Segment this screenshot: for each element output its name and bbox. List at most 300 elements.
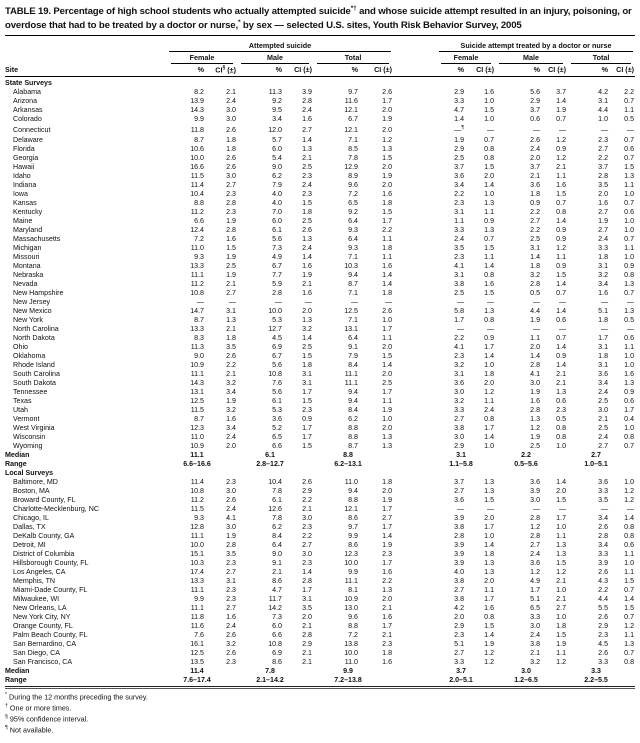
column-gap xyxy=(393,88,437,97)
value-cell: 6.0 xyxy=(272,621,282,630)
value-cell: 7.9 xyxy=(272,180,282,189)
value-cell: 3.0 xyxy=(226,171,236,180)
value-cell: 2.7 xyxy=(598,144,609,153)
value-cell: 1.4 xyxy=(484,540,495,549)
column-gap xyxy=(393,388,437,397)
value-cell: 2.7 xyxy=(530,540,541,549)
value-cell: 1.2 xyxy=(556,153,567,162)
value-cell: 1.7 xyxy=(302,387,312,396)
value-cell: 13.9 xyxy=(190,97,204,106)
column-gap xyxy=(393,370,437,379)
value-cell: 11.6 xyxy=(190,621,204,630)
value-cell: 2.0 xyxy=(382,594,393,603)
value-cell: 9.4 xyxy=(348,486,358,495)
value-cell: 0.9 xyxy=(556,144,567,153)
value-cell: 2.6 xyxy=(382,88,393,97)
column-gap xyxy=(393,424,437,433)
value-cell: 1.9 xyxy=(530,387,541,396)
ci-footnote-marker: § xyxy=(222,64,226,71)
value-cell: 3.4 xyxy=(598,378,609,387)
table-row xyxy=(5,640,635,649)
value-cell: 2.3 xyxy=(382,549,393,558)
footnote-marker: § xyxy=(5,714,8,721)
value-cell: 1.8 xyxy=(598,315,609,324)
group-header-attempted: Attempted suicide xyxy=(167,35,393,52)
value-cell: — xyxy=(626,324,635,333)
value-cell: 10.0 xyxy=(268,306,282,315)
value-cell: 1.9 xyxy=(530,432,541,441)
value-cell: 2.7 xyxy=(454,585,465,594)
value-cell: 1.1 xyxy=(624,180,635,189)
value-cell: 3.1 xyxy=(226,306,236,315)
value-cell: 9.9 xyxy=(343,666,353,675)
value-cell: — xyxy=(456,297,465,306)
value-cell: 6.2 xyxy=(272,522,282,531)
title-text: by sex — selected U.S. sites, Youth Risk Behavior Survey, 2005 xyxy=(240,20,522,32)
value-cell: 4.2 xyxy=(598,88,609,97)
value-cell: 3.3 xyxy=(530,612,541,621)
column-gap xyxy=(393,343,437,352)
value-cell: 11.0 xyxy=(190,432,204,441)
value-cell: 2.5 xyxy=(598,423,609,432)
value-cell: 5.3 xyxy=(272,405,282,414)
column-gap xyxy=(393,397,437,406)
site-cell: New Hampshire xyxy=(13,288,64,297)
value-cell: 11.3 xyxy=(268,88,282,97)
value-cell: 12.5 xyxy=(190,648,204,657)
value-cell: 9.0 xyxy=(272,162,282,171)
value-cell: 2.1 xyxy=(302,504,312,513)
section-label: State Surveys xyxy=(5,79,52,88)
value-cell: 1.2 xyxy=(530,567,541,576)
value-cell: 3.6 xyxy=(530,180,541,189)
value-cell: 1.4 xyxy=(484,432,495,441)
value-cell: 2.6 xyxy=(226,153,236,162)
value-cell: 0.7 xyxy=(624,153,635,162)
table-row xyxy=(5,199,635,208)
value-cell: 2.5 xyxy=(382,378,393,387)
value-cell: 1.0 xyxy=(624,225,635,234)
value-cell: 12.6 xyxy=(268,504,282,513)
value-cell: 1.8 xyxy=(382,477,393,486)
value-cell: 1.0–5.1 xyxy=(584,459,608,468)
value-cell: 7.2 xyxy=(194,234,204,243)
title-text: TABLE 19. Percentage of high school students who actually attempted suicide xyxy=(5,6,351,18)
value-cell: 0.6 xyxy=(624,333,635,342)
value-cell: 12.1 xyxy=(344,125,358,134)
value-cell: 3.7 xyxy=(454,477,465,486)
value-cell: 3.1 xyxy=(456,450,466,459)
site-cell: Georgia xyxy=(13,153,39,162)
value-cell: 1.6 xyxy=(302,288,312,297)
table-row xyxy=(5,514,635,523)
site-cell: Delaware xyxy=(13,135,43,144)
value-cell: 1.3 xyxy=(624,171,635,180)
value-cell: 5.6 xyxy=(272,234,282,243)
value-cell: 8.7 xyxy=(194,135,204,144)
value-cell: — xyxy=(456,324,465,333)
site-cell: Kansas xyxy=(13,198,37,207)
value-cell: 4.1 xyxy=(454,261,465,270)
value-cell: 2.4 xyxy=(226,504,236,513)
site-cell: DeKalb County, GA xyxy=(13,531,75,540)
value-cell: 1.3 xyxy=(624,378,635,387)
value-cell: 3.4 xyxy=(272,115,282,124)
value-cell: 2.8 xyxy=(530,531,541,540)
subgroup-male: Male xyxy=(237,52,313,64)
value-cell: 5.9 xyxy=(272,279,282,288)
value-cell: 6.1 xyxy=(272,396,282,405)
value-cell: 1.4 xyxy=(382,531,393,540)
value-cell: — xyxy=(196,297,204,306)
footnote: § 95% confidence interval. xyxy=(5,714,89,724)
value-cell: 1.8 xyxy=(302,360,312,369)
footnotes xyxy=(5,691,635,736)
value-cell: 5.6 xyxy=(272,360,282,369)
value-cell: 9.1 xyxy=(272,558,282,567)
value-cell: — xyxy=(228,297,236,306)
value-cell: 16.1 xyxy=(190,639,204,648)
value-cell: 2.3 xyxy=(454,630,465,639)
value-cell: 6.9 xyxy=(272,342,282,351)
value-cell: 1.3 xyxy=(484,306,495,315)
value-cell: 1.3 xyxy=(302,315,312,324)
table-row xyxy=(5,397,635,406)
value-cell: 2.4 xyxy=(598,432,609,441)
value-cell: 1.9 xyxy=(530,315,541,324)
table-header xyxy=(5,35,635,76)
value-cell: 1.4 xyxy=(302,333,312,342)
value-cell: 9.3 xyxy=(348,243,358,252)
value-cell: 1.5 xyxy=(382,351,393,360)
value-cell: 2.7 xyxy=(226,567,236,576)
value-cell: — xyxy=(532,504,541,513)
value-cell: 9.9 xyxy=(348,531,358,540)
value-cell: 3.2 xyxy=(226,405,236,414)
value-cell: 11.1 xyxy=(190,531,204,540)
header-spacer xyxy=(5,35,167,52)
table-row xyxy=(5,559,635,568)
value-cell: 2.9 xyxy=(454,441,465,450)
value-cell: 2.4 xyxy=(530,630,541,639)
value-cell: 2.5 xyxy=(302,216,312,225)
value-cell: 12.7 xyxy=(268,324,282,333)
value-cell: 5.6 xyxy=(530,88,541,97)
column-gap xyxy=(393,244,437,253)
value-cell: 5.3 xyxy=(272,315,282,324)
column-gap xyxy=(393,667,437,676)
value-cell: 2.0 xyxy=(530,153,541,162)
value-cell: 0.7 xyxy=(624,648,635,657)
value-cell: 2.6 xyxy=(226,630,236,639)
site-cell: Hillsborough County, FL xyxy=(13,558,89,567)
value-cell: — xyxy=(274,297,282,306)
column-gap xyxy=(393,208,437,217)
value-cell: 2.3 xyxy=(302,558,312,567)
value-cell: 3.9 xyxy=(454,513,465,522)
value-cell: 11.0 xyxy=(344,477,358,486)
value-cell: — xyxy=(486,324,495,333)
column-gap xyxy=(393,505,437,514)
value-cell: 0.8 xyxy=(484,612,495,621)
value-cell: — xyxy=(532,297,541,306)
value-cell: 5.8 xyxy=(454,306,465,315)
value-cell: 2.1 xyxy=(382,630,393,639)
value-cell: 11.1 xyxy=(190,603,204,612)
value-cell: 0.7 xyxy=(556,115,567,124)
column-gap xyxy=(393,199,437,208)
value-cell: 6.5 xyxy=(530,603,541,612)
value-cell: 1.8 xyxy=(226,135,236,144)
value-cell: 3.9 xyxy=(598,558,609,567)
value-cell: 2.5 xyxy=(530,234,541,243)
value-cell: 9.7 xyxy=(348,88,358,97)
value-cell: — xyxy=(600,324,609,333)
value-cell: 8.6 xyxy=(348,540,358,549)
table-row xyxy=(5,271,635,280)
value-cell: 0.8 xyxy=(484,414,495,423)
value-cell: 1.0 xyxy=(624,360,635,369)
value-cell: 4.0 xyxy=(272,189,282,198)
value-cell: 12.0 xyxy=(268,125,282,134)
value-cell: 1.4 xyxy=(484,261,495,270)
site-cell: New Orleans, LA xyxy=(13,603,67,612)
value-cell: 1.9 xyxy=(484,639,495,648)
value-cell: 1.1 xyxy=(484,585,495,594)
value-cell: 8.1 xyxy=(348,585,358,594)
site-cell: South Dakota xyxy=(13,378,56,387)
value-cell: 2.0–5.1 xyxy=(449,675,473,684)
value-cell: 2.6 xyxy=(382,306,393,315)
value-cell: 2.0 xyxy=(382,162,393,171)
value-cell: 5.2 xyxy=(272,423,282,432)
value-cell: 0.8 xyxy=(556,432,567,441)
table-body xyxy=(5,77,635,685)
value-cell: 1.2 xyxy=(556,243,567,252)
value-cell: 1.2 xyxy=(484,648,495,657)
value-cell: 11.1 xyxy=(344,378,358,387)
value-cell: 3.8 xyxy=(454,522,465,531)
value-cell: 1.7 xyxy=(598,333,609,342)
value-cell: 2.1 xyxy=(302,648,312,657)
value-cell: 2.0 xyxy=(556,486,567,495)
column-gap xyxy=(393,514,437,523)
site-cell: Range xyxy=(5,459,27,468)
value-cell: 3.0 xyxy=(530,378,541,387)
value-cell: 2.3 xyxy=(598,135,609,144)
site-cell: Wyoming xyxy=(13,441,43,450)
value-cell: 2.3 xyxy=(302,405,312,414)
value-cell: 1.4 xyxy=(556,97,567,106)
value-cell: 0.8 xyxy=(624,522,635,531)
value-cell: 2.5 xyxy=(530,441,541,450)
value-cell: 3.6 xyxy=(530,477,541,486)
value-cell: 7.2–13.8 xyxy=(334,675,362,684)
value-cell: 3.9 xyxy=(302,88,312,97)
section-label: Local Surveys xyxy=(5,468,54,477)
subgroup-total: Total xyxy=(313,52,393,64)
value-cell: 2.0 xyxy=(382,369,393,378)
value-cell: 2.9 xyxy=(530,97,541,106)
table-row xyxy=(5,190,635,199)
value-cell: 9.3 xyxy=(194,513,204,522)
value-cell: 11.2 xyxy=(190,207,204,216)
site-cell: Maine xyxy=(13,216,33,225)
value-cell: 0.6 xyxy=(530,115,541,124)
value-cell: 13.3 xyxy=(190,261,204,270)
value-cell: 3.2 xyxy=(454,360,465,369)
value-cell: 1.3 xyxy=(624,306,635,315)
table-row xyxy=(5,451,635,460)
value-cell: 1.7 xyxy=(382,97,393,106)
value-cell: 2.3 xyxy=(454,351,465,360)
table-row xyxy=(5,406,635,415)
value-cell: 11.1 xyxy=(344,576,358,585)
value-cell: 1.5 xyxy=(624,603,635,612)
value-cell: 1.0 xyxy=(556,585,567,594)
pct-column-header: % xyxy=(567,64,609,77)
value-cell: 1.2 xyxy=(556,657,567,666)
value-cell: 1.8 xyxy=(382,198,393,207)
value-cell: 2.1–14.2 xyxy=(256,675,284,684)
value-cell: 5.6 xyxy=(272,387,282,396)
value-cell: 13.0 xyxy=(344,603,358,612)
value-cell: 11.0 xyxy=(344,657,358,666)
value-cell: 1.4 xyxy=(302,252,312,261)
value-cell: 1.6 xyxy=(624,369,635,378)
value-cell: — xyxy=(600,297,609,306)
value-cell: 2.3 xyxy=(598,630,609,639)
table-row xyxy=(5,343,635,352)
value-cell: 1.2 xyxy=(624,621,635,630)
value-cell: 4.1 xyxy=(226,513,236,522)
value-cell: 6.6 xyxy=(272,630,282,639)
value-cell: 1.7 xyxy=(556,513,567,522)
column-gap xyxy=(393,325,437,334)
value-cell: 7.1 xyxy=(348,135,358,144)
value-cell: 3.6 xyxy=(598,477,609,486)
value-cell: 1.2 xyxy=(556,567,567,576)
value-cell: 1.0 xyxy=(624,351,635,360)
value-cell: 2.7 xyxy=(591,450,601,459)
value-cell: 3.7 xyxy=(454,162,465,171)
column-gap xyxy=(393,181,437,190)
value-cell: 2.8 xyxy=(598,171,609,180)
value-cell: 2.5 xyxy=(598,396,609,405)
subgroup-female: Female xyxy=(437,52,495,64)
value-cell: 1.0 xyxy=(484,360,495,369)
value-cell: 1.8 xyxy=(302,207,312,216)
value-cell: 1.1–5.8 xyxy=(449,459,473,468)
value-cell: 11.5 xyxy=(190,171,204,180)
value-cell: 1.5 xyxy=(556,495,567,504)
value-cell: 12.3 xyxy=(190,423,204,432)
site-cell: Range xyxy=(5,675,27,684)
value-cell: 3.3 xyxy=(591,666,601,675)
value-cell: 0.7 xyxy=(624,585,635,594)
value-cell: 3.0 xyxy=(302,513,312,522)
value-cell: 3.5 xyxy=(302,603,312,612)
value-cell: 7.8 xyxy=(272,486,282,495)
table-row xyxy=(5,388,635,397)
value-cell: 9.9 xyxy=(194,115,204,124)
value-cell: 1.3 xyxy=(624,279,635,288)
value-cell: 1.2 xyxy=(382,135,393,144)
value-cell: 2.0 xyxy=(598,189,609,198)
value-cell: 3.3 xyxy=(598,243,609,252)
value-cell: 2.1 xyxy=(598,414,609,423)
table-row xyxy=(5,433,635,442)
value-cell: 3.2 xyxy=(226,378,236,387)
value-cell: 2.6 xyxy=(598,522,609,531)
column-gap xyxy=(393,106,437,115)
value-cell: 3.3 xyxy=(454,405,465,414)
value-cell: 5.4 xyxy=(272,153,282,162)
value-cell: 6.6 xyxy=(194,216,204,225)
column-gap xyxy=(393,451,437,460)
value-cell: 2.4 xyxy=(302,106,312,115)
value-cell: 2.2 xyxy=(530,225,541,234)
data-table xyxy=(5,35,635,685)
column-gap xyxy=(393,253,437,262)
value-cell: 1.7 xyxy=(302,432,312,441)
site-cell: Detroit, MI xyxy=(13,540,46,549)
value-cell: 6.7 xyxy=(272,261,282,270)
value-cell: 2.2 xyxy=(598,585,609,594)
value-cell: 1.0 xyxy=(484,97,495,106)
value-cell: 6.6 xyxy=(272,441,282,450)
value-cell: — xyxy=(486,125,495,134)
value-cell: 1.3 xyxy=(484,225,495,234)
value-cell: 8.7 xyxy=(348,441,358,450)
value-cell: 2.3 xyxy=(302,189,312,198)
value-cell: 1.8 xyxy=(484,549,495,558)
value-cell: 1.6 xyxy=(598,288,609,297)
table-row xyxy=(5,676,635,685)
value-cell: 3.3 xyxy=(598,486,609,495)
value-cell: 1.3 xyxy=(484,198,495,207)
value-cell: 4.1 xyxy=(530,369,541,378)
value-cell: 2.2 xyxy=(454,189,465,198)
value-cell: 9.0 xyxy=(272,549,282,558)
value-cell: 1.6 xyxy=(382,567,393,576)
value-cell: 3.6 xyxy=(454,495,465,504)
value-cell: 9.3 xyxy=(348,225,358,234)
value-cell: 3.0 xyxy=(530,621,541,630)
value-cell: 1.6 xyxy=(302,261,312,270)
value-cell: 1.4 xyxy=(624,594,635,603)
value-cell: 7.6–17.4 xyxy=(183,675,211,684)
site-cell: Milwaukee, WI xyxy=(13,594,60,603)
site-cell: Rhode Island xyxy=(13,360,55,369)
value-cell: 1.3 xyxy=(382,432,393,441)
value-cell: 1.0 xyxy=(382,414,393,423)
footnote-marker: * xyxy=(5,691,8,698)
value-cell: 1.4 xyxy=(484,180,495,189)
site-cell: West Virginia xyxy=(13,423,55,432)
value-cell: 1.7 xyxy=(382,387,393,396)
value-cell: 4.4 xyxy=(598,594,609,603)
value-cell: 1.1 xyxy=(382,234,393,243)
ci-column-header: CI (±) xyxy=(609,64,635,77)
value-cell: 12.9 xyxy=(344,162,358,171)
value-cell: 11.5 xyxy=(190,504,204,513)
value-cell: 1.2 xyxy=(556,135,567,144)
value-cell: 2.9 xyxy=(302,639,312,648)
value-cell: 2.2–5.5 xyxy=(584,675,608,684)
value-cell: 8.8 xyxy=(194,198,204,207)
value-cell: 7.9 xyxy=(348,351,358,360)
